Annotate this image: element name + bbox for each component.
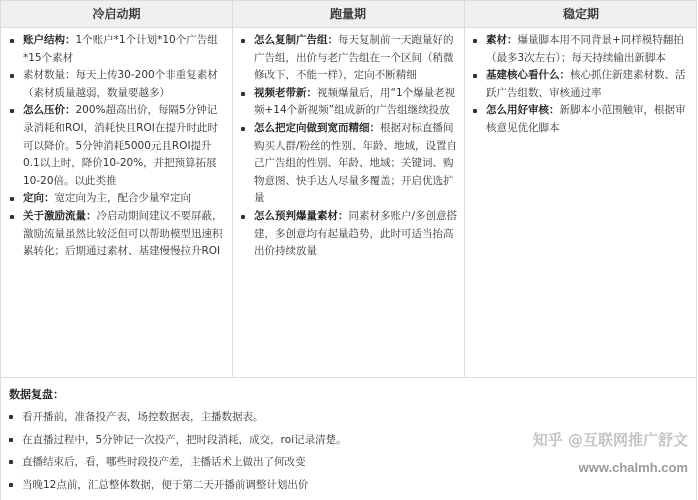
list-item: 在直播过程中，5分钟记一次投产，把时段消耗，成交，roi记录清楚。 [7, 432, 347, 455]
list-item: 怎么用好审核：新脚本小范围触审，根据审核意见优化脚本 [471, 102, 693, 137]
column-scaling [239, 32, 459, 261]
list-item: 定向：宽定向为主，配合少量窄定向 [8, 190, 226, 208]
list-item: 素材：爆量脚本用不同背景+同样模特翻拍（最多3次左右）；每天持续输出新脚本 [471, 32, 693, 67]
watermark-url: www.chalmh.com [578, 460, 688, 475]
list-item: 素材数量：每天上传30-200个非重复素材（素材质量越弱，数量要越多） [8, 67, 226, 102]
list-item: 关于激励流量：冷启动期间建议不要屏蔽，激励流量虽然比较泛但可以帮助模型迅速积累转化；后期通过素材、基建慢慢拉升ROI [8, 208, 226, 261]
list-item: 怎么把定向做到宽而精细：根据对标直播间购买人群/粉丝的性别、年龄、地域，设置自己广告组的性别、年龄、地域；关键词、购物意图、快手达人尽量多覆盖；开启优选扩量 [239, 120, 459, 208]
list-item: 看开播前，准备投产表，场控数据表，主播数据表。 [7, 409, 347, 432]
section-title: 数据复盘： [9, 388, 64, 401]
watermark-author: 知乎 @互联网推广舒文 [532, 431, 688, 449]
column-divider [232, 1, 233, 377]
watermark [533, 430, 688, 478]
header-scaling: 跑量期 [329, 7, 366, 21]
list-item: 账户结构：1个账户*1个计划*10个广告组*15个素材 [8, 32, 226, 67]
list-item: 基建核心看什么：核心抓住新建素材数、活跃广告组数、审核通过率 [471, 67, 693, 102]
list-item: 当晚12点前，汇总整体数据，便于第二天开播前调整计划出价 [7, 477, 347, 500]
list-item: 怎么复制广告组：每天复制前一天跑量好的广告组，出价与老广告组在一个区间（稍微修改下，不能一样），定向不断精细 [239, 32, 459, 85]
table-header-row [1, 1, 696, 28]
list-item: 怎么预判爆量素材：同素材多账户/多创意搭建，多创意均有起量趋势，此时可适当抬高出价持续放量 [239, 208, 459, 261]
list-item: 视频老带新：视频爆量后，用“1个爆量老视频+14个新视频”组成新的广告组继续投放 [239, 85, 459, 120]
column-cold-start [8, 32, 226, 261]
list-item: 直播结束后，看，哪些时段投产差，主播话术上做出了何改变 [7, 454, 347, 477]
column-divider [464, 1, 465, 377]
header-cold-start: 冷启动期 [92, 7, 141, 21]
column-stable [471, 32, 693, 138]
header-stable: 稳定期 [562, 7, 599, 21]
list-item: 怎么压价：200%超高出价，每隔5分钟记录消耗和ROI，消耗快且ROI在提升时此时可以降价。5分钟消耗5000元且ROI提升0.1以上时，降价10-20%，并把预算拓展10-20倍。以此类推 [8, 102, 226, 190]
